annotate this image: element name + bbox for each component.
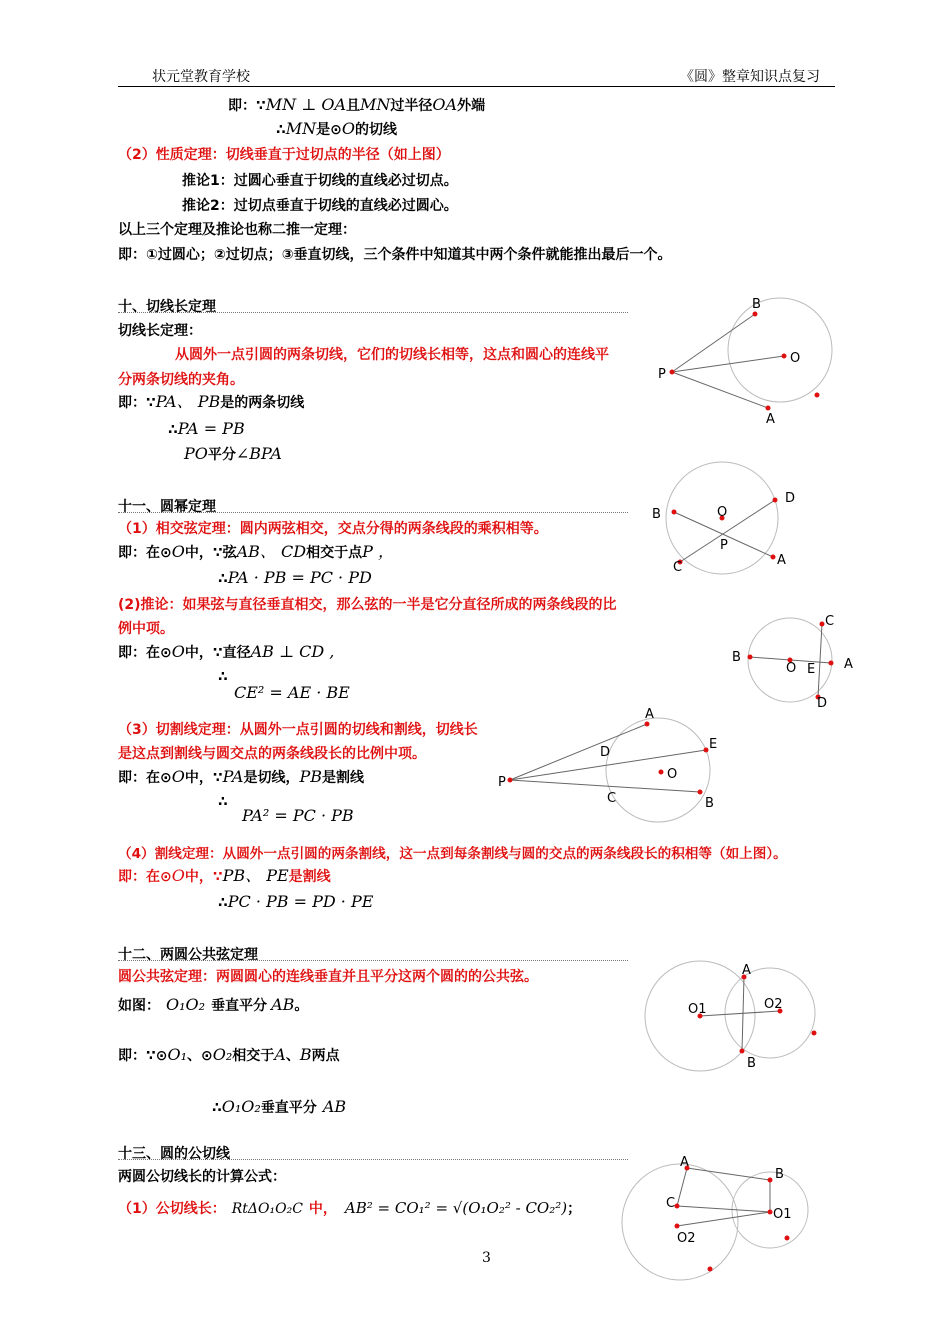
s13-p1 [118,1199,581,1218]
label-O1: O1 [688,1002,707,1017]
math: PA、 PB [155,392,221,411]
text: 。 [294,998,309,1014]
s11-p1-line-1 [118,543,394,562]
s13-subtitle: 两圆公切线长的计算公式： [118,1169,286,1185]
s12-text: 圆公共弦定理：两圆圆心的连线垂直并且平分这两个圆的的公共弦。 [118,969,538,985]
common-chord-figure [630,955,840,1080]
summary-2: 即：①过圆心；②过切点；③垂直切线，三个条件中知道其中两个条件就能推出最后一个。 [118,247,672,263]
math: RtΔO₁O₂C [231,1201,303,1217]
label-C: C [673,560,683,575]
s11-p2b: 例中项。 [118,621,174,637]
text: 如图： [118,998,160,1014]
s11-p4-line-2 [218,893,373,912]
intro-line-2 [276,120,397,139]
text: 两点 [311,1048,340,1064]
s12-line-3 [212,1098,346,1117]
summary: 以上三个定理及推论也称二推一定理： [118,222,356,238]
math: PA = PB [177,419,245,438]
s11-p3-line-1 [118,768,364,787]
label-O: O [790,351,801,366]
label-O1: O1 [773,1207,792,1222]
s11-p2-line-2: ∴ [218,669,228,685]
math: AB、 CD [236,542,307,561]
label-E: E [807,662,816,677]
math: MN ⊥ OA [265,95,347,114]
property-theorem: （2）性质定理：切线垂直于过切点的半径（如上图） [118,147,450,163]
text: 相交于 [232,1048,275,1064]
label-P: P [498,775,506,790]
text: 中，∵ [184,770,223,786]
text: 平分 [207,447,236,463]
s11-p3b: 是这点到割线与圆交点的两条线段长的比例中项。 [118,746,426,762]
s10-line-3 [184,445,282,464]
text: ∴ [212,1100,222,1116]
label-D: D [600,745,611,760]
page-number: 3 [482,1250,491,1266]
math: O₁ [167,1045,188,1064]
text: 过半径 [390,98,433,114]
text: 中，∵ [184,869,223,885]
intersecting-chords-figure [640,460,820,590]
text: ∴ [276,122,286,138]
label-O2: O2 [677,1231,696,1246]
label-A: A [777,553,786,568]
label-B: B [752,297,761,312]
label-B: B [747,1056,756,1071]
text: ∴ [218,895,228,911]
text: 、 [285,1048,300,1064]
label-A: A [742,963,751,978]
text: 且 [346,98,361,114]
label-A: A [645,707,654,722]
s11-p4-line-1 [118,867,331,886]
text: ∴ [168,422,178,438]
corollary-1: 推论1：过圆心垂直于切线的直线必过切点。 [182,173,458,189]
math: PB [299,767,322,786]
math: PA [222,767,244,786]
text: 是割线 [322,770,364,786]
math: AB [271,995,295,1014]
s11-p2-line-1 [118,643,334,662]
text: 外端 [457,98,486,114]
math: PA · PB = PC · PD [227,568,372,587]
text: 垂直平分 [260,1100,317,1116]
tangent-length-figure [640,290,850,430]
label-O: O [786,661,797,676]
common-tangent-figure [615,1150,825,1285]
s11-p3a: （3）切割线定理：从圆外一点引圆的切线和割线，切线长 [118,722,478,738]
s11-p2a: (2)推论：如果弦与直径垂直相交，那么弦的一半是它分直径所成的两条线段的比 [118,597,617,613]
math: B [299,1045,312,1064]
s10-subtitle: 切线长定理： [118,323,202,339]
text: ； [567,1201,582,1217]
tangent-secant-figure [490,700,730,820]
math: PC · PB = PD · PE [227,892,374,911]
section-12-title: 十二、两圆公共弦定理 [118,944,628,961]
label-B: B [652,507,661,522]
math: MN [360,95,391,114]
text: 中，∵弦 [184,545,237,561]
text: 是割线 [288,869,331,885]
s11-p3-line-2: ∴ [218,794,228,810]
math: O [171,866,185,885]
label-P: P [658,367,666,382]
label-D: D [817,696,828,711]
perpendicular-diameter-figure [725,605,865,715]
math: AB [322,1097,347,1116]
math: AB² = CO₁² = √(O₁O₂² - CO₂²) [344,1199,568,1217]
label-B: B [705,796,714,811]
label-B: B [775,1167,784,1182]
s11-p3-line-3 [242,807,354,826]
math: O [341,119,355,138]
label-E: E [709,737,718,752]
label-A: A [680,1155,689,1170]
label-O2: O2 [764,997,783,1012]
text: 即：∵⊙ [118,1048,168,1064]
math: PA² = PC · PB [242,806,354,825]
math: PB、 PE [222,866,289,885]
s11-p1-line-2 [218,569,372,588]
label-C: C [825,614,835,629]
s10-line-1 [118,393,304,412]
math: A [274,1045,286,1064]
math: O [171,767,185,786]
text: 垂直平分 [211,998,268,1014]
text: 是切线， [243,770,300,786]
text: 相交于点 [306,545,363,561]
math: MN [285,119,317,138]
text: 即：∵ [118,395,156,411]
section-11-title: 十一、圆幂定理 [118,496,628,513]
text: 即：在⊙ [118,545,172,561]
label-O: O [667,767,678,782]
text: 即：在⊙ [118,645,172,661]
math: O [171,542,185,561]
math: OA [432,95,458,114]
label-A: A [844,657,853,672]
math: AB ⊥ CD , [250,642,335,661]
text: 是的两条切线 [220,395,305,411]
section-13-title: 十三、圆的公切线 [118,1143,628,1160]
header-title: 《圆》整章知识点复习 [680,69,820,85]
math: O [171,642,185,661]
label-O: O [717,505,728,520]
s10-text-1: 从圆外一点引圆的两条切线，它们的切线长相等，这点和圆心的连线平 [175,347,609,363]
text: ∴ [218,571,228,587]
s10-text-2: 分两条切线的夹角。 [118,372,244,388]
math: P ， [362,542,394,561]
text: 是⊙ [316,122,342,138]
text: 、⊙ [187,1048,213,1064]
corollary-2: 推论2：过切点垂直于切线的直线必过圆心。 [182,198,458,214]
s11-p1: （1）相交弦定理：圆内两弦相交，交点分得的两条线段的乘积相等。 [118,521,548,537]
text: 即：在⊙ [118,869,172,885]
header-rule [118,86,835,87]
text: 中， [308,1201,337,1217]
label-P: P [720,538,728,553]
math: CE² = AE · BE [234,683,350,702]
section-10-title: 十、切线长定理 [118,296,628,313]
text: 即：在⊙ [118,770,172,786]
label-D: D [785,491,796,506]
s10-line-2 [168,420,245,439]
text: 即：∵ [228,98,266,114]
s12-line-1 [118,996,308,1015]
s11-p4: （4）割线定理：从圆外一点引圆的两条割线，这一点到每条割线与圆的交点的两条线段长的积相等（如上图）。 [118,846,787,862]
math: O₁O₂ [166,995,206,1014]
s11-p2-line-3 [234,684,350,703]
math: O₂ [212,1045,233,1064]
math: PO [184,444,208,463]
label-A: A [766,412,775,427]
label-B: B [732,650,741,665]
intro-line-1 [228,96,485,115]
text: 的切线 [355,122,397,138]
label-C: C [666,1196,676,1211]
s12-line-2 [118,1046,340,1065]
text: （1）公切线长： [118,1201,226,1217]
text: 中，∵直径 [184,645,251,661]
math: O₁O₂ [221,1097,261,1116]
label-C: C [607,791,617,806]
math: ∠BPA [235,444,282,463]
header-school: 状元堂教育学校 [152,69,250,85]
